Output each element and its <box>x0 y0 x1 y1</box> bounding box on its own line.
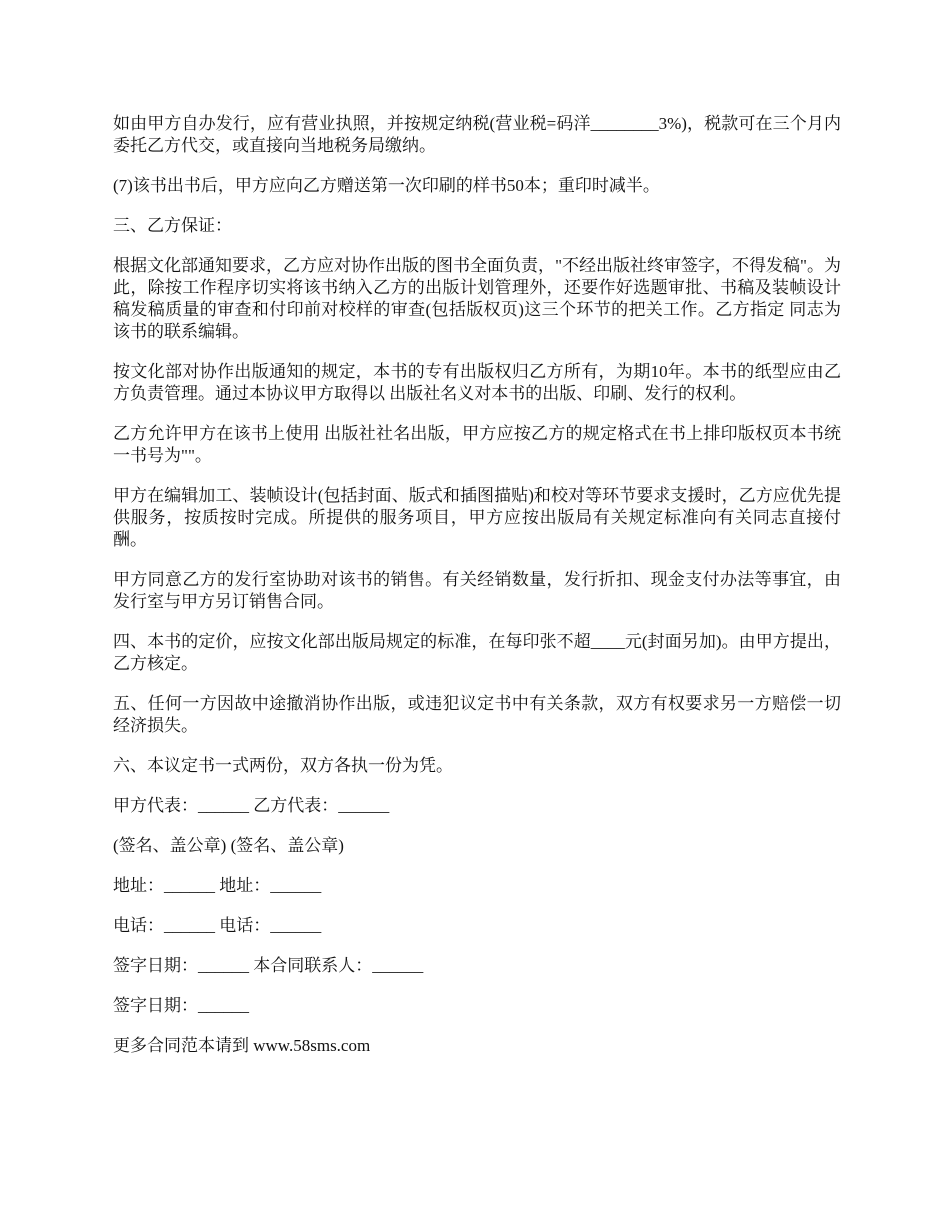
section-copies: 六、本议定书一式两份，双方各执一份为凭。 <box>113 756 453 775</box>
paragraph-editing-support: 甲方在编辑加工、装帧设计(包括封面、版式和插图描贴)和校对等环节要求支援时，乙方应优先提供服务，按质按时完成。所提供的服务项目，甲方应按出版局有关规定标准向有关同志直接付酬。 <box>113 486 841 549</box>
signature-phone: 电话：______ 电话：______ <box>113 916 322 935</box>
paragraph-copyright: 按文化部对协作出版通知的规定，本书的专有出版权归乙方所有，为期10年。本书的纸型应由乙方负责管理。通过本协议甲方取得以 出版社名义对本书的出版、印刷、发行的权利。 <box>113 362 841 403</box>
document-page <box>113 113 841 1075</box>
paragraph-tax-clause: 如由甲方自办发行，应有营业执照，并按规定纳税(营业税=码洋________3%)，税款可在三个月内委托乙方代交，或直接向当地税务局缴纳。 <box>113 114 841 155</box>
paragraph-sales: 甲方同意乙方的发行室协助对该书的销售。有关经销数量，发行折扣、现金支付办法等事宜，由发行室与甲方另订销售合同。 <box>113 570 841 611</box>
paragraph-responsibility: 根据文化部通知要求，乙方应对协作出版的图书全面负责，"不经出版社终审签字，不得发稿"。为此，除按工作程序切实将该书纳入乙方的出版计划管理外，还要作好选题审批、书稿及装帧设计稿发稿质量的审查和付印前对校样的审查(包括版权页)这三个环节的把关工作。乙方指定 同志为该书的联系编辑。 <box>113 256 841 341</box>
footer-more-templates: 更多合同范本请到 www.58sms.com <box>113 1036 371 1055</box>
section-heading-party-b-guarantee: 三、乙方保证： <box>113 216 232 235</box>
signature-representatives: 甲方代表：______ 乙方代表：______ <box>113 796 390 815</box>
section-pricing: 四、本书的定价，应按文化部出版局规定的标准，在每印张不超____元(封面另加)。由甲方提出，乙方核定。 <box>113 632 841 673</box>
signature-date: 签字日期：______ <box>113 996 249 1015</box>
signature-address: 地址：______ 地址：______ <box>113 876 322 895</box>
signature-date-contact: 签字日期：______ 本合同联系人：______ <box>113 956 424 975</box>
paragraph-sample-books: (7)该书出书后，甲方应向乙方赠送第一次印刷的样书50本；重印时减半。 <box>113 176 660 195</box>
section-cancellation: 五、任何一方因故中途撤消协作出版，或违犯议定书中有关条款，双方有权要求另一方赔偿一切经济损失。 <box>113 694 841 735</box>
signature-seal-note: (签名、盖公章) (签名、盖公章) <box>113 836 344 855</box>
paragraph-publisher-name: 乙方允许甲方在该书上使用 出版社社名出版，甲方应按乙方的规定格式在书上排印版权页本书统一书号为""。 <box>113 424 841 465</box>
